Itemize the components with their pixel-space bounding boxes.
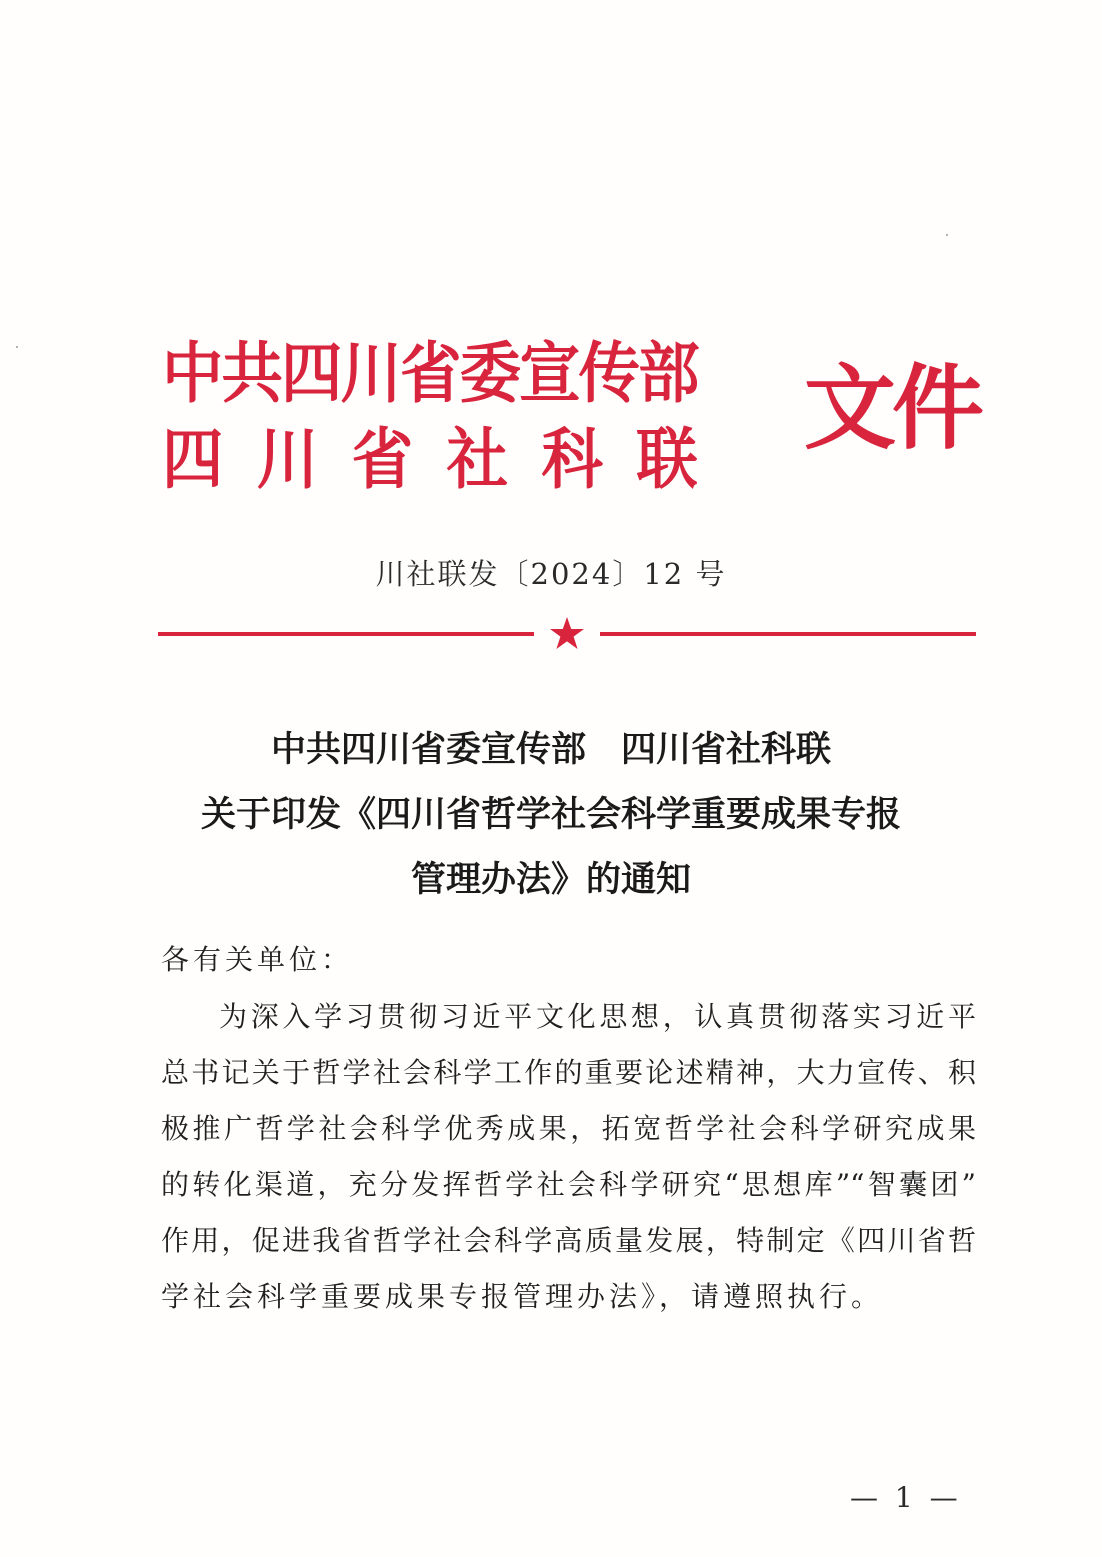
masthead-issuer-1: 中共四川省委宣传部 — [162, 334, 698, 412]
red-masthead — [162, 334, 981, 500]
scan-speck — [946, 234, 948, 236]
red-rule-left — [158, 632, 534, 636]
scan-speck — [16, 346, 18, 348]
body-line: 极推广哲学社会科学优秀成果，拓宽哲学社会科学研究成果 — [161, 1112, 976, 1145]
notice-title-line-1: 中共四川省委宣传部 四川省社科联 — [270, 729, 831, 770]
masthead-issuer-2: 四川省社科联 — [162, 420, 732, 498]
body-line: 的转化渠道，充分发挥哲学社会科学研究“思想库”“智囊团” — [161, 1168, 976, 1201]
salutation: 各有关单位： — [161, 943, 354, 976]
red-rule-right — [600, 632, 976, 636]
page-number: — 1 — — [850, 1481, 962, 1514]
notice-title-line-2: 关于印发《四川省哲学社会科学重要成果专报 — [200, 794, 901, 835]
star-icon — [549, 616, 585, 652]
masthead-document-label: 文件 — [804, 354, 981, 462]
body-line: 学社会科学重要成果专报管理办法》，请遵照执行。 — [161, 1280, 884, 1313]
notice-title-line-3: 管理办法》的通知 — [410, 859, 691, 900]
body-line: 作用，促进我省哲学社会科学高质量发展，特制定《四川省哲 — [161, 1224, 976, 1257]
document-number: 川社联发〔2024〕12 号 — [375, 557, 727, 591]
body-line: 总书记关于哲学社会科学工作的重要论述精神，大力宣传、积 — [161, 1056, 976, 1089]
body-line: 为深入学习贯彻习近平文化思想，认真贯彻落实习近平 — [219, 1000, 976, 1033]
